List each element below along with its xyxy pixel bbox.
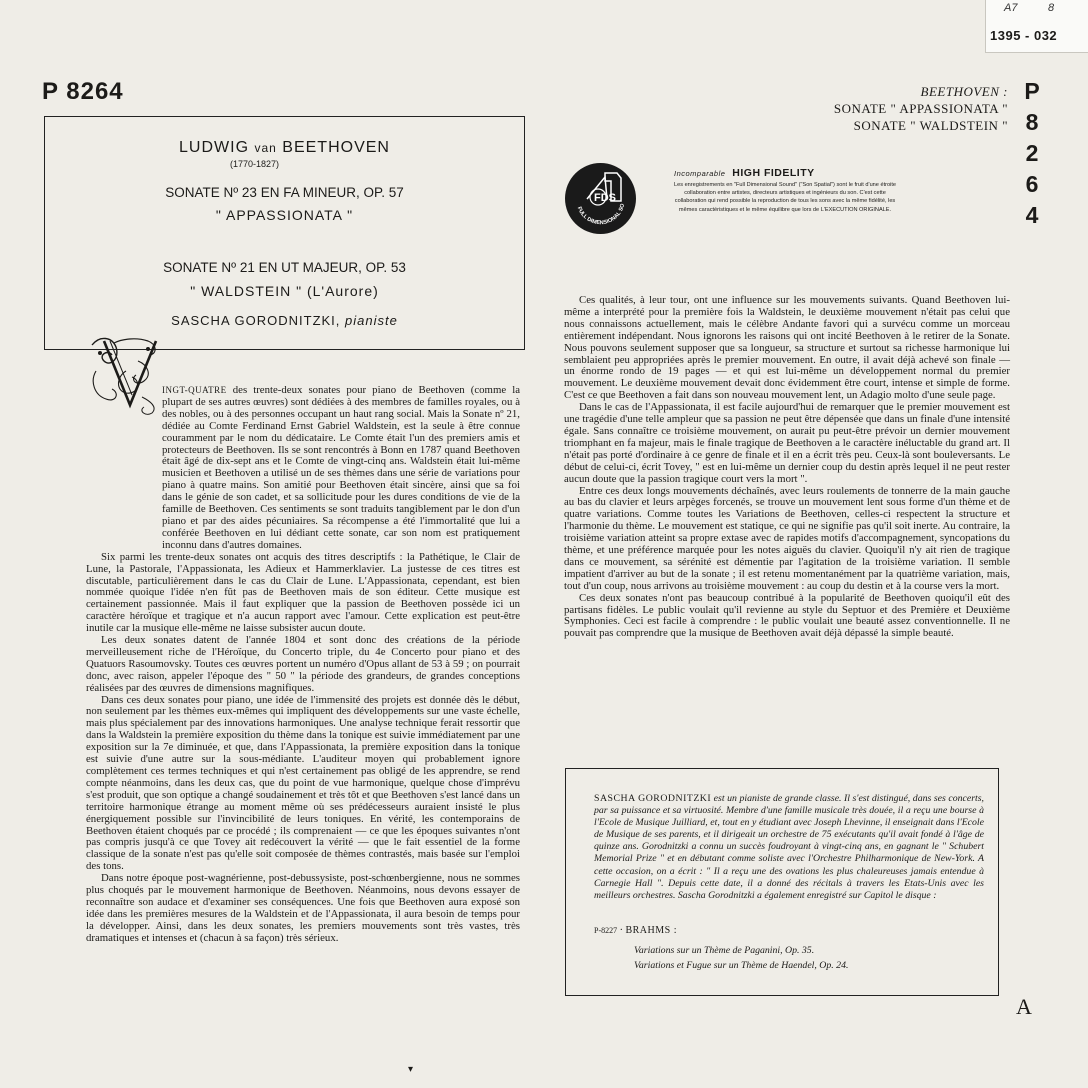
side-letter: A [1016,994,1032,1019]
paragraph: Ces qualités, à leur tour, ont une influence sur les mouvements suivants. Quand Beethoven lui-même a interprété pour la première fois la Waldstein, le deuxième mouvement n'était pas celui que nous connaissons actuellement, mais le célèbre Andante favori qui a survécu comme un morceau entièrement indépendant. Nous ignorons les raisons qui ont incité Beethoven à le retirer de la Sonate. Nous pouvons seulement supposer que sa longueur, sa structure et surtout sa richesse harmonique lui semblaient peu appropriées après le premier mouvement. En outre, il avait déjà achevé son finale — un énorme rondo de 19 pages — et qui est lui-même un développement normal du premier mouvement. Le deuxième mouvement devait donc évidemment être court, intense et simple de forme. C'est ce que Beethoven a fait dans son nouveau mouvement lent, un Adagio molto d'une seule page. [564,294,1010,402]
paragraph: Six parmi les trente-deux sonates ont acquis des titres descriptifs : la Pathétique, le Clair de Lune, la Pastorale, l'Appassionata, les Adieux et Hammerklavier. La justesse de ces titres est discutable, particulièrement dans le cas du Clair de Lune. L'Appassionata, cependant, est bien nommée quoique l'idée n'en fût pas de Beethoven mais de son éditeur. Cette musique est certainement passionnée. Mais il faut expliquer que la passion de Beethoven possède ici un caractère héroïque et tragique et n'a aucun rapport avec l'amour. Cette explication est peut-être inutile car la musique elle-même ne laisse subsister aucun doute. [86,550,520,635]
catalog-reference-vertical [1022,76,1042,231]
title-box [44,116,525,350]
header-composer: BEETHOVEN : [920,84,1008,99]
other-record-work: Variations sur un Thème de Paganini, Op. 35. [634,945,815,956]
other-record-work: Variations et Fugue sur un Thème de Haendel, Op. 24. [634,960,849,971]
liner-notes-left-column [86,385,520,945]
paragraph: Les deux sonates datent de l'année 1804 et sont donc des créations de la période merveilleusement riche de l'Héroïque, du Concerto triple, du 4e Concerto pour piano et des Quatuors Rasoumovsky. Toutes ces œuvres portent un numéro d'Opus allant de 53 à 59 ; on pourrait donc, avec raison, appeler l'époque des " 50 " la période des grandeurs, de grandes conceptions réalisées par des œuvres de dimensions magnifiques. [86,634,520,694]
catalog-number: 1395 - 032 [990,28,1058,43]
scan-mark: ▾ [408,1064,414,1075]
paragraph: Entre ces deux longs mouvements déchaînés, avec leurs roulements de tonnerre de la main gauche au bas du clavier et leurs arpèges forcenés, se trouve un mouvement lent sous forme d'un thème et de quatre variations. Comme toutes les Variations de Beethoven, celles-ci respectent la structure et l'harmonie du thème. Le mouvement est statique, ce qui ne signifie pas qu'il soit inerte. Au contraire, la troisième variation atteint sa propre extase avec de rapides motifs d'accompagnement, syncopations du thème, et une préférence marquée pour les notes aiguës du clavier. Quoiqu'il n'y ait rien de tragique dans ce mouvement, sa sérénité est démentie par l'agitation de la troisième variation. Il semble impatient d'arriver au but de la sonate ; il est retenu momentanément par la quatrième variation, mais, tout d'un coup, nous arrivons au troisième mouvement : au coup du destin et à la course vers la mort. [564,484,1010,592]
sticker-handwriting-a: A7 [1004,2,1018,14]
sonata-2-title: SONATE Nº 21 EN UT MAJEUR, OP. 53 [163,260,406,275]
sonata-1-subtitle: " APPASSIONATA " [215,207,354,223]
ref-char: 6 [1025,171,1039,197]
composer-name: LUDWIG van BEETHOVEN [179,139,390,156]
paragraph: Dans le cas de l'Appassionata, il est facile aujourd'hui de remarquer que le premier mouvement est une tragédie d'une telle ampleur que sa passion ne peut être dépensée que dans un finale d'une intensité égale. Sans connaître ce troisième mouvement, on aurait pu peut-être prévoir un dernier mouvement triomphant en fa majeur, mais le finale tragique de Beethoven a le caractère inéluctable du grand art. Il n'était pas porté d'ordinaire à ce genre de finale et il en a écrit très peu. Ceux-là sont bouleversants. Le début de celui-ci, écrit Tovey, " est en lui-même un dernier coup du destin après lequel il ne peut rester aucun doute que la passion tragique court vers la mort ". [564,401,1010,485]
paragraph: Ces deux sonates n'ont pas beaucoup contribué à la popularité de Beethoven quoiqu'il eût des partisans fidèles. Le public voulait qu'il revienne au style du Septuor et des Première et Deuxième Symphonies. Ceci est facile à comprendre : le public voulait une beauté assez conventionnelle. Il ne pouvait pas comprendre que la musique de Beethoven avait déjà dépassé la simple beauté. [564,591,1010,640]
liner-notes-right-column [564,295,1010,640]
sticker-handwriting-b: 8 [1048,2,1055,14]
other-record: P-8227 · BRAHMS : [594,925,677,936]
pianist-bio: SASCHA GORODNITZKI est un pianiste de grande classe. Il s'est distingué, dans ses concerts, par sa puissance et sa virtuosité. Membre d'une famille musicale très douée, il a reçu une bourse à l'Ecole de Musique Juilliard, et, tout en y étudiant avec Joseph Lhevinne, il enseignait dans l'Ecole de Musique de ses parents, et il dirigeait un orchestre de 75 exécutants qu'il avait fondé à l'âge de quinze ans. Gorodnitzki a connu un succès foudroyant à vingt-cinq ans, en gagnant le " Schubert Memorial Prize " et en débutant comme soliste avec l'Orchestre Philharmonique de New-York. A cette occasion, on a écrit : " Il a reçu une des ovations les plus chaleureuses jamais entendue à Carnegie Hall ". Depuis cette date, il a donné des récitals à travers les Etats-Unis avec les meilleurs orchestres. Sascha Gorodnitzki a également enregistré sur Capitol le disque : [594,793,984,901]
paragraph: Dans ces deux sonates pour piano, une idée de l'immensité des projets est donnée dès le début, non seulement par les thèmes eux-mêmes qui impliquent des développements sur une vaste échelle, mais plus spécialement par des innovations harmoniques. Une analyse technique ferait ressortir que dans la Waldstein la première exposition du thème dans la tonique est suivie immédiatement par une exposition sur la 7e diminuée, et que, dans l'Appassionata, la première exposition dans la tonique est suivie d'une autre sur la sous-médiante. L'auditeur moyen qui probablement ignore complètement ces termes techniques et qui n'est certainement pas obligé de les apprendre, se rend compte néanmoins, dans les deux cas, que du point de vue harmonique, quelque chose d'imprévu s'est produit, que son optique a changé soudainement et très tôt et que Beethoven s'est lancé dans un territoire harmonique étrange au moment même où ses prédécesseurs auraient insisté le plus énergiquement possible sur l'invincibilité de leurs toniques. En vérité, les contemporains de Beethoven étaient choqués par ce procédé ; ils comprenaient — ce que les époques suivantes n'ont pas compris jusqu'à ce que Tovey ait redécouvert la vérité — que le fait essentiel de la forme classique de la sonate n'est pas qu'elle soit composée de thèmes contrastés, mais basée sur l'emploi des tons. [86,693,520,873]
fds-logo [565,163,636,234]
ref-char: 8 [1025,109,1039,135]
sonata-2-subtitle: " WALDSTEIN " (L'Aurore) [190,283,379,299]
svg-text:FULL DIMENSIONAL SOUND: FULL DIMENSIONAL SO [575,203,627,227]
paragraph: Dans notre époque post-wagnérienne, post-debussysiste, post-schœnbergienne, nous ne sommes plus choqués par le mouvement harmonique de Beethoven. Néanmoins, nous devons essayer de reconnaître son audace et d'examiner ses conséquences. Une fois que Beethoven aura exposé son idée dans les premières mesures de la Waldstein et de l'Appassionata, il aura besoin de temps pour la développer. Ainsi, dans les deux sonates, les premiers mouvements sont très vastes, très dramatiques et intenses et (chacun à sa façon) très sérieux. [86,872,520,944]
catalog-reference: P 8264 [42,78,124,105]
composer-dates: (1770-1827) [229,159,280,169]
fds-body: Les enregistrements en "Full Dimensional Sound" ("Son Spatial") sont le fruit d'une étroite collaboration entre artistes, directeurs artistiques et ingénieurs du son. C'est cette collaboration qui rend possible la reproduction de tous les sons avec la même fidélité, les mêmes caractéristiques et le même équilibre que lors de L'EXECUTION ORIGINALE. [674,182,896,213]
paragraph: INGT-QUATRE des trente-deux sonates pour piano de Beethoven (comme la plupart de ses autres œuvres) sont dédiées à des membres de familles royales, ou à des nobles, ou à des personnes occupant un haut rang social. Mais la Sonate nº 21, dédiée au Comte Ferdinand Ernst Gabriel Waldstein, est la seule à être connue couramment par le nom du dédicataire. Le Comte était l'un des premiers amis et protecteurs de Beethoven. Ils se sont rencontrés à Bonn en 1787 quand Beethoven était âgé de dix-sept ans et le Comte de vingt-cinq ans. Waldstein était lui-même musicien et Beethoven a utilisé un de ses thèmes dans une série de variations pour piano à quatre mains. Son amitié pour Beethoven était sincère, ainsi que sa foi dans le génie de son cadet, et sa sollicitude pour les dures conditions de vie de la famille de Beethoven. Ces sentiments se sont traduits tangiblement par le don d'un piano et par des aides pécuniaires. Sa récompense a été l'immortalité que lui a conférée Beethoven en lui dédiant cette sonate, car son nom est pratiquement inconnu dans d'autres domaines. [162,384,520,551]
header-sonata-2: SONATE " WALDSTEIN " [853,118,1008,133]
fds-heading: Incomparable HIGH FIDELITY [674,167,815,179]
catalog-sticker [985,0,1088,53]
ref-char: 2 [1025,140,1039,166]
header-right [790,83,1008,134]
ref-char: P [1024,78,1040,104]
pianist-credit: SASCHA GORODNITZKI, pianiste [171,313,398,328]
fds-description [674,166,896,214]
pianist-bio-box [565,768,999,996]
ref-char: 4 [1025,202,1039,228]
sonata-1-title: SONATE Nº 23 EN FA MINEUR, OP. 57 [165,185,404,200]
svg-text:FDS: FDS [594,192,616,204]
header-sonata-1: SONATE " APPASSIONATA " [833,101,1008,116]
